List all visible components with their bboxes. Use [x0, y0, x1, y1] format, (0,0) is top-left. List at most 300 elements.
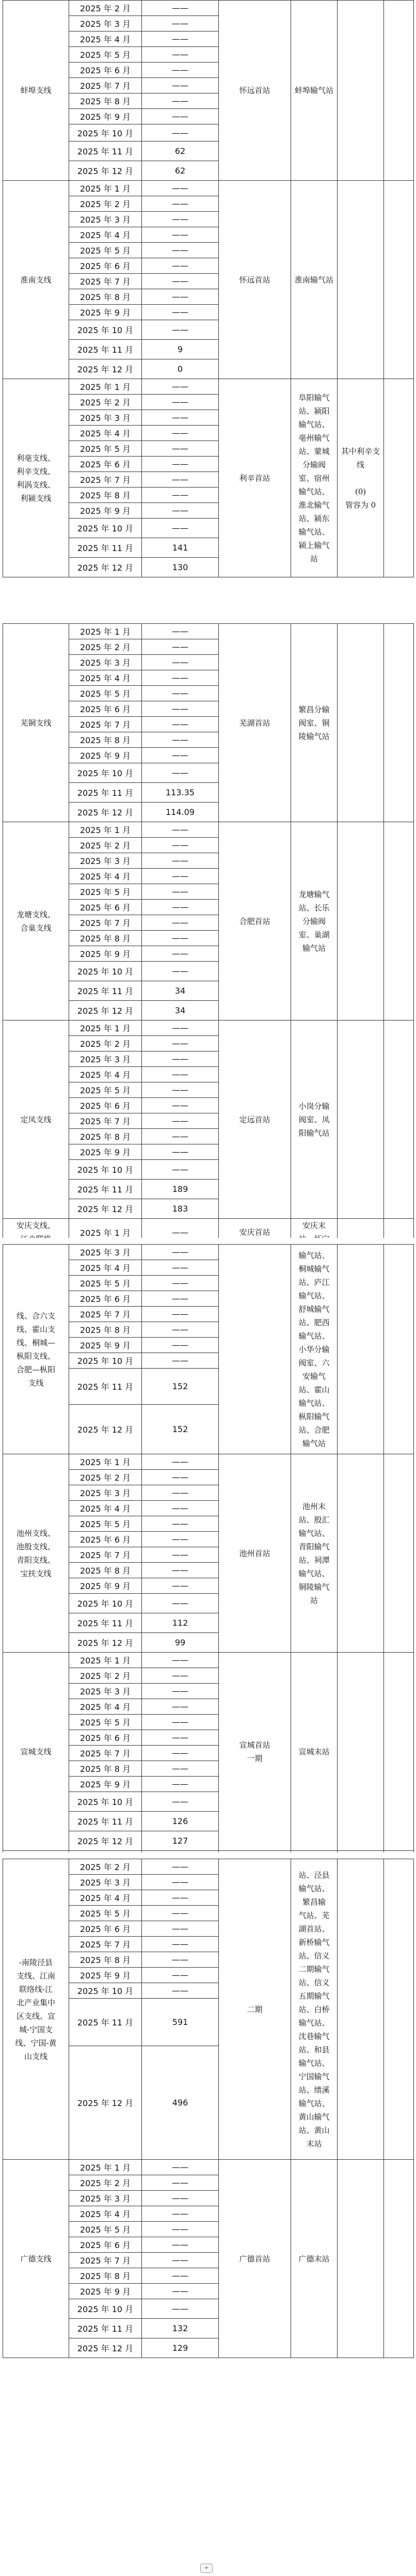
capacity-value: ——	[142, 62, 219, 78]
capacity-value: 62	[142, 161, 219, 181]
month-cell: 2025 年 12 月	[69, 2046, 142, 2160]
month-cell: 2025 年 7 月	[69, 1937, 142, 1952]
empty-cell	[384, 1245, 414, 1454]
capacity-value: 62	[142, 142, 219, 161]
month-cell: 2025 年 4 月	[69, 1501, 142, 1516]
month-cell: 2025 年 11 月	[69, 1613, 142, 1633]
month-cell: 2025 年 5 月	[69, 2222, 142, 2237]
capacity-value: 496	[142, 2046, 219, 2160]
capacity-value: ——	[142, 1353, 219, 1369]
capacity-value: 130	[142, 558, 219, 577]
remark-cell	[338, 624, 384, 822]
month-cell: 2025 年 7 月	[69, 1113, 142, 1129]
month-cell: 2025 年 8 月	[69, 1322, 142, 1338]
capacity-value: ——	[142, 1921, 219, 1937]
month-cell: 2025 年 11 月	[69, 1812, 142, 1831]
month-cell: 2025 年 9 月	[69, 109, 142, 124]
month-cell: 2025 年 12 月	[69, 1405, 142, 1454]
month-cell: 2025 年 5 月	[69, 441, 142, 457]
month-cell: 2025 年 6 月	[69, 457, 142, 472]
pipeline-name: 龙塘支线、 合巢支线	[3, 822, 69, 1020]
month-cell: 2025 年 3 月	[69, 2191, 142, 2206]
start-station: 利辛首站	[219, 379, 291, 577]
end-stations: 宣城末站	[291, 1653, 338, 1851]
month-cell: 2025 年 5 月	[69, 1276, 142, 1291]
capacity-value: ——	[142, 519, 219, 538]
month-cell: 2025 年 8 月	[69, 2268, 142, 2284]
month-cell: 2025 年 8 月	[69, 93, 142, 109]
pipeline-name: 池州支线、 池殷支线、 青阳支线、 宝扶支线	[3, 1454, 69, 1653]
end-stations: 龙塘输气 站、长乐 分输阀 室、巢湖 输气站	[291, 822, 338, 1020]
capacity-value: ——	[142, 1594, 219, 1613]
capacity-value: ——	[142, 2237, 219, 2253]
capacity-value: ——	[142, 1276, 219, 1291]
capacity-value: ——	[142, 686, 219, 701]
capacity-value: ——	[142, 124, 219, 142]
month-cell: 2025 年 10 月	[69, 1353, 142, 1369]
capacity-value: ——	[142, 655, 219, 670]
capacity-value: 152	[142, 1405, 219, 1454]
month-cell: 2025 年 8 月	[69, 488, 142, 503]
capacity-value: ——	[142, 305, 219, 320]
month-cell: 2025 年 5 月	[69, 686, 142, 701]
month-cell: 2025 年 5 月	[69, 47, 142, 62]
month-cell: 2025 年 11 月	[69, 538, 142, 558]
page-4	[0, 1859, 416, 2561]
capacity-value: ——	[142, 196, 219, 212]
month-cell: 2025 年 9 月	[69, 1777, 142, 1792]
capacity-value: ——	[142, 1968, 219, 1983]
month-cell: 2025 年 12 月	[69, 1001, 142, 1020]
capacity-value: ——	[142, 946, 219, 962]
capacity-value: ——	[142, 900, 219, 915]
start-station: 怀远首站	[219, 1, 291, 181]
capacity-value: 189	[142, 1180, 219, 1199]
capacity-value: 141	[142, 538, 219, 558]
month-cell: 2025 年 1 月	[69, 1020, 142, 1036]
remark-cell	[338, 1020, 384, 1219]
month-cell: 2025 年 6 月	[69, 1098, 142, 1113]
capacity-value: 99	[142, 1633, 219, 1653]
table-page-1	[3, 0, 414, 577]
capacity-value: 34	[142, 981, 219, 1001]
month-cell: 2025 年 6 月	[69, 1730, 142, 1746]
capacity-value: ——	[142, 78, 219, 93]
month-cell: 2025 年 9 月	[69, 2284, 142, 2299]
capacity-value: 114.09	[142, 803, 219, 822]
capacity-value: ——	[142, 2299, 219, 2319]
month-cell: 2025 年 10 月	[69, 1594, 142, 1613]
empty-cell	[384, 2160, 414, 2358]
capacity-value: ——	[142, 2160, 219, 2175]
table-page-4	[3, 1859, 414, 2358]
start-station: 宣城首站 一期	[219, 1653, 291, 1851]
month-cell: 2025 年 11 月	[69, 1999, 142, 2046]
month-cell: 2025 年 7 月	[69, 1307, 142, 1322]
table-row	[3, 822, 414, 838]
capacity-value: ——	[142, 1983, 219, 1999]
month-cell: 2025 年 6 月	[69, 1921, 142, 1937]
capacity-value: ——	[142, 639, 219, 655]
end-stations: 安庆末	[291, 1219, 338, 1246]
month-cell: 2025 年 2 月	[69, 196, 142, 212]
capacity-value: ——	[142, 1699, 219, 1715]
capacity-value: ——	[142, 2206, 219, 2222]
capacity-value: ——	[142, 472, 219, 488]
end-stations: 站、泾县 输气站、 繁昌输 气站、芜 湖首站、 新桥输气 站、信义 二期输气 站、信义 五期输气 站、白桥 输气站、 沈巷输气 站、和县 输气站、 宁国输气 站、绩溪 输气站、 黄山输气 站、黄山 末站	[291, 1859, 338, 2160]
month-cell: 2025 年 5 月	[69, 1082, 142, 1098]
page-2	[0, 623, 416, 1238]
capacity-value: ——	[142, 717, 219, 732]
capacity-value: 112	[142, 1613, 219, 1633]
table-page-3	[3, 1244, 414, 1866]
month-cell: 2025 年 3 月	[69, 1684, 142, 1699]
capacity-value: ——	[142, 2284, 219, 2299]
capacity-value: ——	[142, 379, 219, 395]
capacity-value: ——	[142, 1890, 219, 1906]
month-cell: 2025 年 6 月	[69, 900, 142, 915]
capacity-value: ——	[142, 1219, 219, 1246]
capacity-value: 152	[142, 1369, 219, 1405]
capacity-value: ——	[142, 1160, 219, 1180]
month-cell: 2025 年 8 月	[69, 931, 142, 946]
capacity-value: ——	[142, 320, 219, 340]
month-cell: 2025 年 9 月	[69, 503, 142, 519]
month-cell: 2025 年 10 月	[69, 2299, 142, 2319]
capacity-value: ——	[142, 1082, 219, 1098]
month-cell: 2025 年 3 月	[69, 1051, 142, 1067]
empty-cell	[384, 1, 414, 181]
page-3	[0, 1244, 416, 1852]
month-cell: 2025 年 1 月	[69, 379, 142, 395]
capacity-value: ——	[142, 2268, 219, 2284]
remark-cell	[338, 1245, 384, 1454]
month-cell: 2025 年 4 月	[69, 1260, 142, 1276]
month-cell: 2025 年 1 月	[69, 1653, 142, 1668]
month-cell: 2025 年 9 月	[69, 1338, 142, 1353]
month-cell: 2025 年 10 月	[69, 763, 142, 783]
month-cell: 2025 年 7 月	[69, 2253, 142, 2268]
month-cell: 2025 年 6 月	[69, 2237, 142, 2253]
end-stations: 淮南输气站	[291, 181, 338, 379]
capacity-value: ——	[142, 441, 219, 457]
pipeline-name: 广德支线	[3, 2160, 69, 2358]
month-cell: 2025 年 10 月	[69, 519, 142, 538]
month-cell: 2025 年 3 月	[69, 16, 142, 32]
month-cell: 2025 年 7 月	[69, 78, 142, 93]
month-cell: 2025 年 2 月	[69, 639, 142, 655]
month-cell: 2025 年 11 月	[69, 1369, 142, 1405]
capacity-value: ——	[142, 1113, 219, 1129]
month-cell: 2025 年 10 月	[69, 1792, 142, 1812]
month-cell: 2025 年 3 月	[69, 853, 142, 869]
month-cell: 2025 年 5 月	[69, 1715, 142, 1730]
capacity-value: ——	[142, 1668, 219, 1684]
month-cell: 2025 年 8 月	[69, 1129, 142, 1144]
month-cell: 2025 年 9 月	[69, 1578, 142, 1594]
pipeline-name: 定凤支线	[3, 1020, 69, 1219]
capacity-value: ——	[142, 1144, 219, 1160]
capacity-value: ——	[142, 1715, 219, 1730]
month-cell: 2025 年 5 月	[69, 1906, 142, 1921]
capacity-value: ——	[142, 1470, 219, 1485]
capacity-value: 129	[142, 2338, 219, 2358]
month-cell: 2025 年 11 月	[69, 981, 142, 1001]
month-cell: 2025 年 5 月	[69, 1516, 142, 1532]
table-row	[3, 379, 414, 395]
end-stations: 广德末站	[291, 2160, 338, 2358]
capacity-value: ——	[142, 1859, 219, 1875]
month-cell: 2025 年 4 月	[69, 869, 142, 884]
capacity-value: ——	[142, 1245, 219, 1260]
capacity-value: ——	[142, 457, 219, 472]
start-station: 合肥首站	[219, 822, 291, 1020]
table-row	[3, 1454, 414, 1470]
month-cell: 2025 年 6 月	[69, 62, 142, 78]
month-cell: 2025 年 8 月	[69, 289, 142, 305]
capacity-value: ——	[142, 1684, 219, 1699]
month-cell: 2025 年 2 月	[69, 838, 142, 853]
page-separator	[0, 617, 416, 623]
capacity-value: ——	[142, 2175, 219, 2191]
month-cell: 2025 年 6 月	[69, 701, 142, 717]
capacity-value: ——	[142, 109, 219, 124]
month-cell: 2025 年 3 月	[69, 1245, 142, 1260]
month-cell: 2025 年 5 月	[69, 243, 142, 258]
month-cell: 2025 年 9 月	[69, 946, 142, 962]
capacity-value: 591	[142, 1999, 219, 2046]
capacity-value: ——	[142, 410, 219, 426]
month-cell: 2025 年 8 月	[69, 732, 142, 748]
start-station: 安庆首站	[219, 1219, 291, 1246]
month-cell: 2025 年 10 月	[69, 1160, 142, 1180]
start-station: 二期	[219, 1859, 291, 2160]
pipeline-name: 利亳支线、 利辛支线、 利涡支线、 利颍支线	[3, 379, 69, 577]
month-cell: 2025 年 12 月	[69, 161, 142, 181]
month-cell: 2025 年 9 月	[69, 748, 142, 763]
capacity-value: ——	[142, 732, 219, 748]
capacity-value: 0	[142, 359, 219, 379]
month-cell: 2025 年 7 月	[69, 915, 142, 931]
month-cell: 2025 年 2 月	[69, 1, 142, 16]
month-cell: 2025 年 11 月	[69, 2319, 142, 2338]
capacity-value: ——	[142, 2253, 219, 2268]
start-station: 广德首站	[219, 2160, 291, 2358]
month-cell: 2025 年 11 月	[69, 783, 142, 803]
capacity-value: ——	[142, 853, 219, 869]
capacity-value: ——	[142, 670, 219, 686]
month-cell: 2025 年 2 月	[69, 1470, 142, 1485]
month-cell: 2025 年 2 月	[69, 1859, 142, 1875]
month-cell: 2025 年 4 月	[69, 32, 142, 47]
month-cell: 2025 年 10 月	[69, 1983, 142, 1999]
month-cell: 2025 年 4 月	[69, 1067, 142, 1082]
month-cell: 2025 年 4 月	[69, 670, 142, 686]
capacity-value: ——	[142, 763, 219, 783]
capacity-value: ——	[142, 838, 219, 853]
remark-cell	[338, 1, 384, 181]
month-cell: 2025 年 7 月	[69, 717, 142, 732]
capacity-value: ——	[142, 1746, 219, 1761]
month-cell: 2025 年 1 月	[69, 1454, 142, 1470]
month-cell: 2025 年 5 月	[69, 884, 142, 900]
empty-cell	[384, 1859, 414, 2160]
table-row	[3, 1245, 414, 1260]
month-cell: 2025 年 3 月	[69, 655, 142, 670]
capacity-value: ——	[142, 962, 219, 981]
table-row	[3, 624, 414, 639]
month-cell: 2025 年 3 月	[69, 1875, 142, 1890]
month-cell: 2025 年 1 月	[69, 1219, 142, 1246]
capacity-value: ——	[142, 16, 219, 32]
pipeline-name: 宣城支线	[3, 1653, 69, 1851]
month-cell: 2025 年 4 月	[69, 1890, 142, 1906]
capacity-value: 113.35	[142, 783, 219, 803]
month-cell: 2025 年 12 月	[69, 1633, 142, 1653]
empty-cell	[384, 1653, 414, 1851]
month-cell: 2025 年 6 月	[69, 1532, 142, 1547]
capacity-value: ——	[142, 1129, 219, 1144]
empty-cell	[384, 379, 414, 577]
month-cell: 2025 年 3 月	[69, 212, 142, 227]
capacity-value: ——	[142, 395, 219, 410]
capacity-value: ——	[142, 1322, 219, 1338]
page-separator	[0, 1238, 416, 1244]
table-row	[3, 2160, 414, 2175]
start-station: 芜湖首站	[219, 624, 291, 822]
end-stations: 池州末 站、殷汇 输气站、 青阳输气 站、祠潭 输气站、 铜陵输气 站	[291, 1454, 338, 1653]
month-cell: 2025 年 1 月	[69, 181, 142, 196]
month-cell: 2025 年 2 月	[69, 1036, 142, 1051]
capacity-value: ——	[142, 181, 219, 196]
month-cell: 2025 年 11 月	[69, 1180, 142, 1199]
start-station	[219, 1245, 291, 1454]
table-row	[3, 181, 414, 196]
remark-cell	[338, 1859, 384, 2160]
capacity-value: ——	[142, 1547, 219, 1563]
remark-cell	[338, 1653, 384, 1851]
capacity-value: 183	[142, 1199, 219, 1219]
capacity-value: ——	[142, 93, 219, 109]
table-row	[3, 1859, 414, 1875]
month-cell: 2025 年 12 月	[69, 2338, 142, 2358]
pipeline-name: 芜铜支线	[3, 624, 69, 822]
month-cell: 2025 年 9 月	[69, 305, 142, 320]
capacity-value: 9	[142, 340, 219, 359]
start-station: 定远首站	[219, 1020, 291, 1219]
month-cell: 2025 年 12 月	[69, 1831, 142, 1851]
month-cell: 2025 年 12 月	[69, 359, 142, 379]
capacity-value: ——	[142, 1952, 219, 1968]
capacity-value: ——	[142, 1020, 219, 1036]
capacity-value: ——	[142, 2222, 219, 2237]
month-cell: 2025 年 10 月	[69, 962, 142, 981]
month-cell: 2025 年 1 月	[69, 822, 142, 838]
capacity-value: ——	[142, 1777, 219, 1792]
month-cell: 2025 年 7 月	[69, 472, 142, 488]
capacity-value: ——	[142, 1036, 219, 1051]
capacity-value: ——	[142, 1532, 219, 1547]
capacity-value: ——	[142, 1937, 219, 1952]
page-nav-button[interactable]: +	[200, 2564, 213, 2573]
month-cell: 2025 年 7 月	[69, 1547, 142, 1563]
capacity-value: 127	[142, 1831, 219, 1851]
capacity-value: ——	[142, 1485, 219, 1501]
pipeline-name: 线、合六支 线、霍山支 线、桐城— 枞阳支线、 合肥—枞阳 支线	[3, 1245, 69, 1454]
capacity-value: ——	[142, 1730, 219, 1746]
capacity-value: ——	[142, 822, 219, 838]
month-cell: 2025 年 8 月	[69, 1952, 142, 1968]
month-cell: 2025 年 2 月	[69, 395, 142, 410]
pipeline-name: 淮南支线	[3, 181, 69, 379]
capacity-value: ——	[142, 1653, 219, 1668]
capacity-value: 34	[142, 1001, 219, 1020]
capacity-value: ——	[142, 701, 219, 717]
capacity-value: ——	[142, 1338, 219, 1353]
capacity-value: ——	[142, 1, 219, 16]
month-cell: 2025 年 4 月	[69, 227, 142, 243]
pipeline-name: 安庆支线、	[3, 1219, 69, 1246]
capacity-value: ——	[142, 1875, 219, 1890]
page-separator	[0, 1852, 416, 1859]
capacity-value: ——	[142, 624, 219, 639]
capacity-value: ——	[142, 1906, 219, 1921]
month-cell: 2025 年 4 月	[69, 426, 142, 441]
month-cell: 2025 年 2 月	[69, 2175, 142, 2191]
month-cell: 2025 年 11 月	[69, 142, 142, 161]
capacity-value: ——	[142, 1792, 219, 1812]
capacity-value: ——	[142, 1501, 219, 1516]
month-cell: 2025 年 11 月	[69, 340, 142, 359]
month-cell: 2025 年 10 月	[69, 320, 142, 340]
start-station: 怀远首站	[219, 181, 291, 379]
remark-cell	[338, 822, 384, 1020]
capacity-value: 126	[142, 1812, 219, 1831]
month-cell: 2025 年 12 月	[69, 1199, 142, 1219]
month-cell: 2025 年 9 月	[69, 1144, 142, 1160]
month-cell: 2025 年 4 月	[69, 2206, 142, 2222]
empty-cell	[384, 181, 414, 379]
capacity-value: ——	[142, 227, 219, 243]
end-stations: 阜阳输气 站、颍阳 输气站、 亳州输气 站、蒙城 分输阀 室、宿州 输气站、 淮北输气 站、颍东 输气站、 颍上输气 站	[291, 379, 338, 577]
capacity-value: ——	[142, 1761, 219, 1777]
month-cell: 2025 年 7 月	[69, 274, 142, 289]
empty-cell	[384, 1454, 414, 1653]
capacity-value: ——	[142, 274, 219, 289]
end-stations: 输气站、 桐城输气 站、庐江 输气站、 舒城输气 站、肥西 输气站、 小华分输 阀室、六 安输气 站、霍山 输气站、 枞阳输气 站、合肥 输气站	[291, 1245, 338, 1454]
capacity-value: ——	[142, 1307, 219, 1322]
capacity-value: ——	[142, 1098, 219, 1113]
capacity-value: ——	[142, 1051, 219, 1067]
capacity-value: ——	[142, 1067, 219, 1082]
table-page-2	[3, 623, 414, 1246]
capacity-value: ——	[142, 1291, 219, 1307]
end-stations: 小岗分输 阀室、凤 阳输气站	[291, 1020, 338, 1219]
capacity-value: ——	[142, 1260, 219, 1276]
pipeline-name: 蚌埠支线	[3, 1, 69, 181]
month-cell: 2025 年 12 月	[69, 803, 142, 822]
capacity-value: ——	[142, 426, 219, 441]
capacity-value: ——	[142, 1454, 219, 1470]
capacity-value: ——	[142, 488, 219, 503]
month-cell: 2025 年 8 月	[69, 1563, 142, 1578]
month-cell: 2025 年 7 月	[69, 1746, 142, 1761]
month-cell: 2025 年 3 月	[69, 410, 142, 426]
capacity-value: ——	[142, 2191, 219, 2206]
table-row	[3, 1, 414, 16]
month-cell: 2025 年 9 月	[69, 1968, 142, 1983]
capacity-value: ——	[142, 32, 219, 47]
